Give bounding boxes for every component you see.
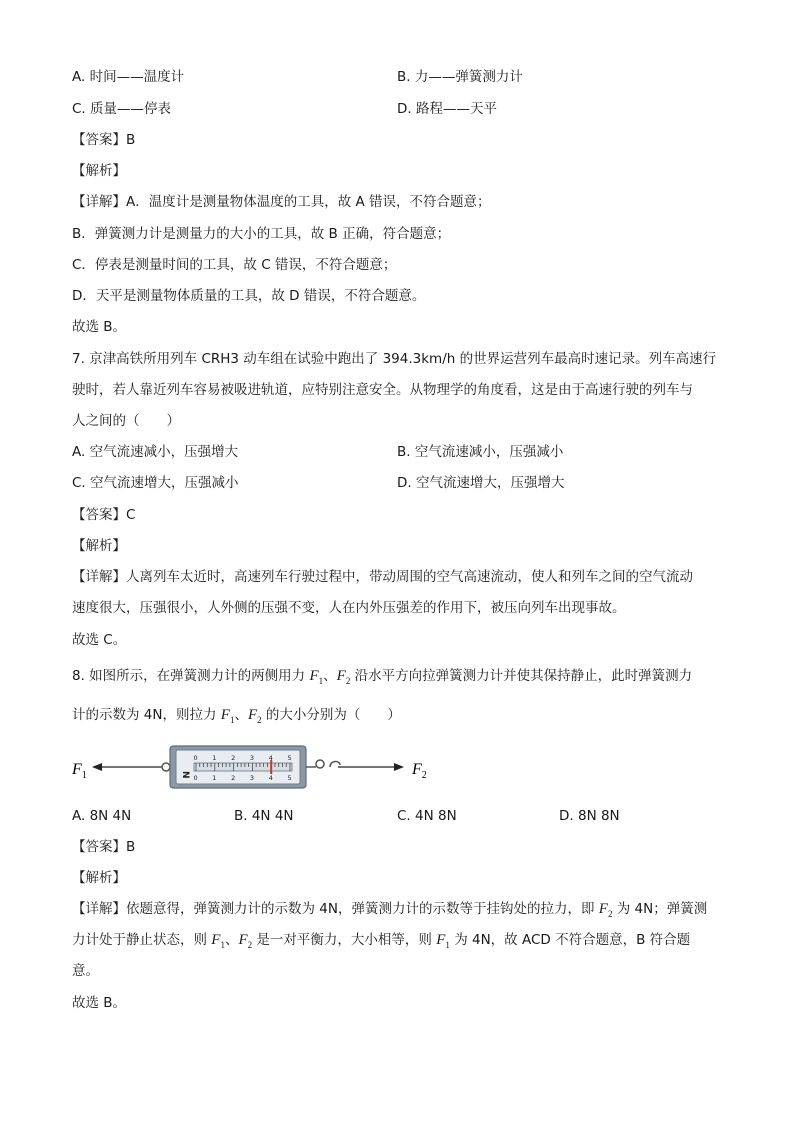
left-ring [162,763,170,771]
q8-detail-3: 意。 [72,963,99,979]
q8-option-b: B. 4N 4N [234,808,294,824]
q6-option-d: D. 路程——天平 [397,101,497,117]
q7-option-b: B. 空气流速减小，压强减小 [397,444,564,460]
tick-label-top: 4 [268,754,273,762]
tick-label-top: 0 [193,754,198,762]
q8-answer: 【答案】B [72,839,136,855]
q6-option-b: B. 力——弹簧测力计 [397,69,523,85]
q6-answer: 【答案】B [72,132,136,148]
f1-arrowhead [92,763,102,771]
tick-label-top: 1 [212,754,217,762]
q8-option-c: C. 4N 8N [397,808,457,824]
q8-conclusion: 故选 B。 [72,995,127,1011]
f2-arrowhead [394,763,404,771]
q8-stem-1: 8. 如图所示，在弹簧测力计的两侧用力 $F_1$、$F_2$ 沿水平方向拉弹簧测力计并使其保持静止，此时弹簧测力 [72,668,693,686]
tick-label-bottom: 3 [249,774,255,782]
q7-option-a: A. 空气流速减小，压强增大 [72,444,239,460]
q6-detail-1: 【详解】A．温度计是测量物体温度的工具，故 A 错误，不符合题意； [72,194,491,210]
q8-option-d: D. 8N 8N [559,808,620,824]
q6-option-a: A. 时间——温度计 [72,69,185,85]
tick-label-top: 3 [249,754,255,762]
q8-stem-2: 计的示数为 4N，则拉力 $F_1$、$F_2$ 的大小分别为（ ） [72,707,401,725]
q7-stem-1: 7. 京津高铁所用列车 CRH3 动车组在试验中跑出了 394.3km/h 的世界运营列车最高时速记录。列车高速行 [72,351,717,367]
f2-label: $F_2$ [412,761,427,781]
q8-option-a: A. 8N 4N [72,808,132,824]
q6-analysis-heading: 【解析】 [72,163,126,179]
spring-scale-figure [70,742,450,794]
scale-rail [194,763,292,771]
tick-label-bottom: 1 [212,774,217,782]
q6-conclusion: 故选 B。 [72,319,127,335]
q6-option-c: C. 质量——停表 [72,101,172,117]
tick-label-bottom: 5 [287,774,292,782]
hook-ring [316,760,324,768]
f1-label: $F_1$ [72,761,87,781]
tick-label-bottom: 0 [193,774,198,782]
q7-option-d: D. 空气流速增大，压强增大 [397,475,565,491]
q7-analysis-heading: 【解析】 [72,538,126,554]
q8-detail-2: 力计处于静止状态，则 $F_1$、$F_2$ 是一对平衡力，大小相等，则 $F_1$ 为 4N，故 ACD 不符合题意，B 符合题 [72,932,691,950]
q7-option-c: C. 空气流速增大，压强减小 [72,475,239,491]
q7-stem-3: 人之间的（ ） [72,413,180,429]
q7-stem-2: 驶时，若人靠近列车容易被吸进轨道，应特别注意安全。从物理学的角度看，这是由于高速行驶的列车与 [72,382,693,398]
q6-detail-3: C．停表是测量时间的工具，故 C 错误，不符合题意； [72,257,397,273]
q7-detail-2: 速度很大，压强很小，人外侧的压强不变，人在内外压强差的作用下，被压向列车出现事故。 [72,600,626,616]
tick-label-bottom: 4 [268,774,273,782]
unit-label: N [180,771,190,779]
hook-curve [330,761,340,767]
q7-detail-1: 【详解】人离列车太近时，高速列车行驶过程中，带动周围的空气高速流动，使人和列车之间的空气流动 [72,569,693,585]
q6-detail-4: D．天平是测量物体质量的工具，故 D 错误，不符合题意。 [72,288,426,304]
tick-label-top: 5 [287,754,292,762]
q6-detail-2: B．弹簧测力计是测量力的大小的工具，故 B 正确，符合题意； [72,226,451,242]
q7-answer: 【答案】C [72,507,136,523]
q8-detail-1: 【详解】依题意得，弹簧测力计的示数为 4N，弹簧测力计的示数等于挂钩处的拉力，即 $F_2$ 为 4N；弹簧测 [72,901,708,919]
q8-analysis-heading: 【解析】 [72,870,126,886]
tick-label-bottom: 2 [231,774,236,782]
q7-conclusion: 故选 C。 [72,632,127,648]
tick-label-top: 2 [231,754,236,762]
